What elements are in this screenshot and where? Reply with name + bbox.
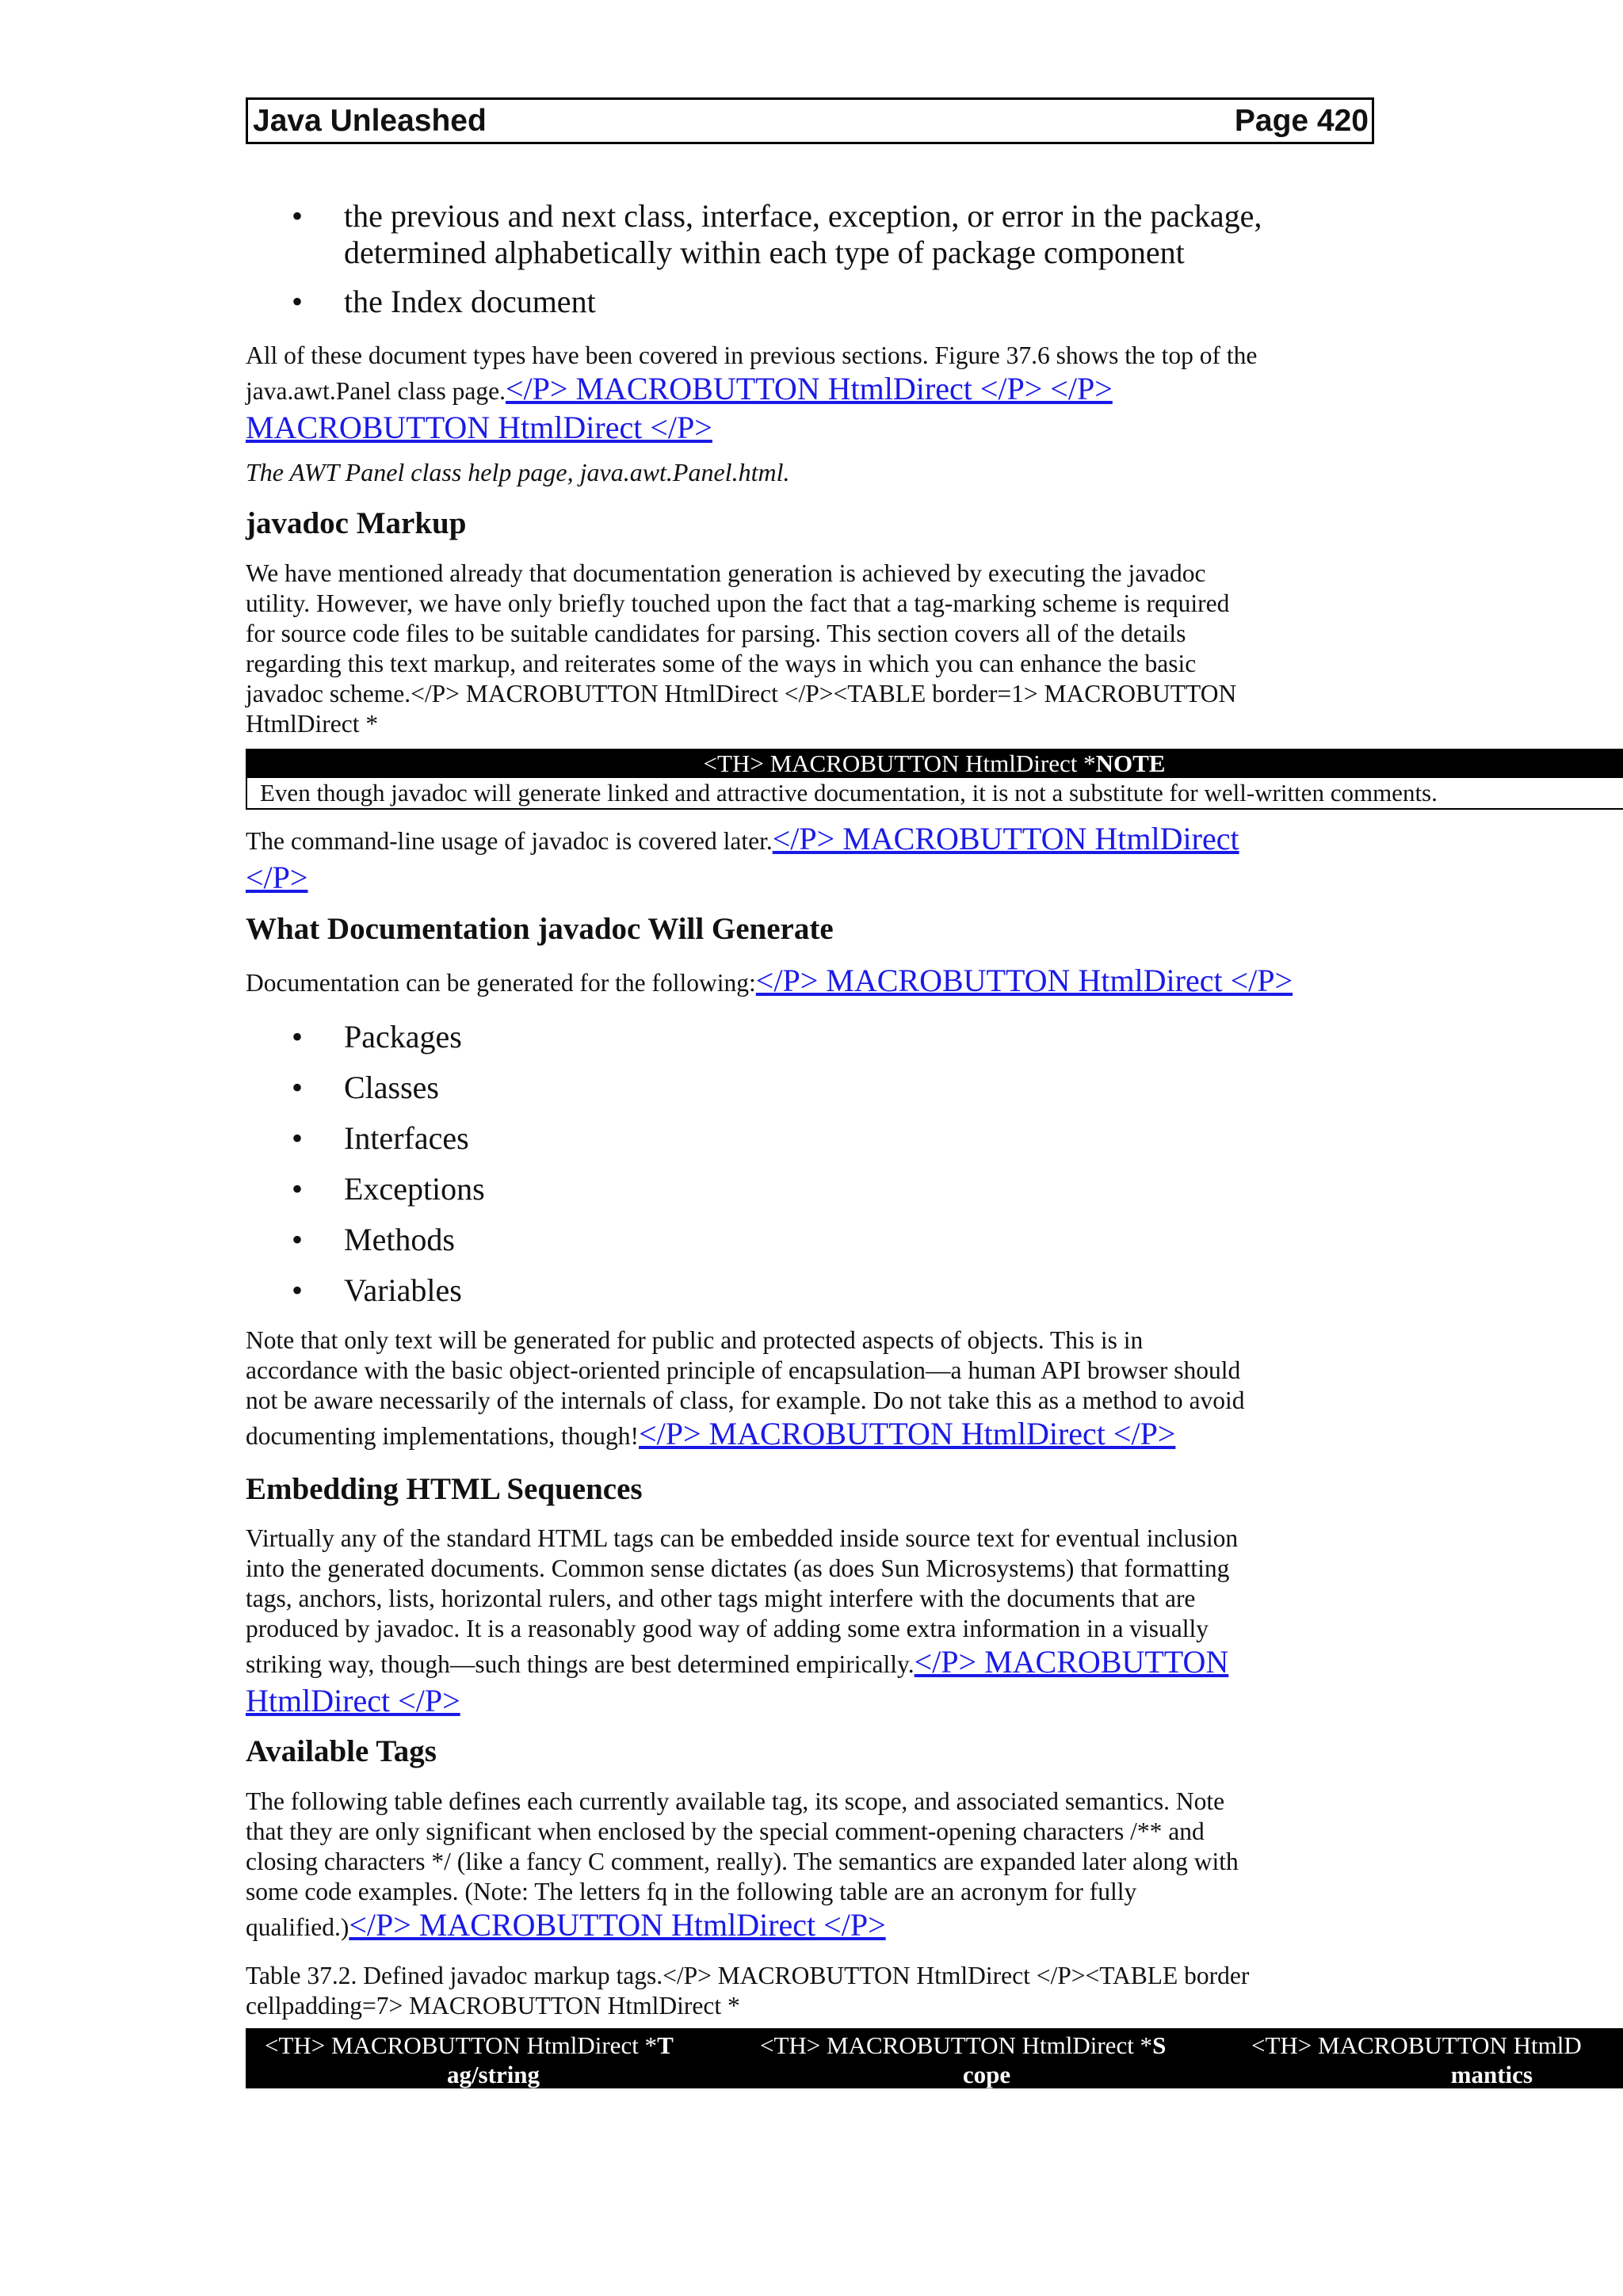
text-line: We have mentioned already that documentation generation is achieved by executing the javadoc [246,559,1206,587]
macrobutton-link[interactable]: </P> MACROBUTTON HtmlDirect </P> </P> [506,371,1113,406]
intro-bullet-list [246,198,1262,320]
text-line: tags, anchors, lists, horizontal rulers, and other tags might interfere with the documents that are [246,1585,1196,1612]
text-line: Virtually any of the standard HTML tags can be embedded inside source text for eventual inclusion [246,1524,1239,1552]
macrobutton-link[interactable]: </P> MACROBUTTON HtmlDirect [772,821,1239,856]
section-heading-javadoc-markup: javadoc Markup [246,506,467,540]
text-line: striking way, though—such things are best determined empirically. [246,1650,915,1678]
text-line: into the generated documents. Common sense dictates (as does Sun Microsystems) that formatting [246,1554,1230,1582]
section-heading-what-generate: What Documentation javadoc Will Generate [246,912,834,946]
macrobutton-link[interactable]: HtmlDirect </P> [246,1683,460,1718]
paragraph-javadoc-markup [246,559,1374,739]
page-number: Page 420 [1234,104,1369,138]
list-item: • Classes [246,1070,485,1106]
note-header-text: <TH> MACROBUTTON HtmlDirect * [703,749,1096,777]
column-header-line2: ag/string [446,2061,540,2088]
paragraph-encapsulation [246,1325,1374,1455]
paragraph-available-tags [246,1787,1374,1946]
text-line: produced by javadoc. It is a reasonably good way of adding some extra information in a visually [246,1615,1209,1642]
macrobutton-link[interactable]: </P> MACROBUTTON HtmlDirect </P> [755,963,1293,998]
paragraph-cmdline [246,821,1374,898]
text-line: Documentation can be generated for the following: [246,969,756,997]
page-header [246,97,1374,144]
column-header-text: <TH> MACROBUTTON HtmlD [1251,2031,1582,2059]
list-item: • Methods [246,1222,485,1258]
text-line: The command-line usage of javadoc is covered later. [246,827,773,855]
column-header-line2: mantics [1450,2061,1533,2088]
generate-item-list [246,1019,485,1309]
text-line: accordance with the basic object-oriented principle of encapsulation—a human API browser should [246,1356,1241,1384]
text-line: Table 37.2. Defined javadoc markup tags.</P> MACROBUTTON HtmlDirect </P><TABLE border [246,1962,1250,1989]
note-table-header [246,749,1623,778]
macrobutton-link[interactable]: </P> MACROBUTTON [914,1644,1229,1680]
macrobutton-link[interactable]: </P> MACROBUTTON HtmlDirect </P> [639,1416,1176,1451]
book-title: Java Unleashed [253,104,487,138]
list-item: • Exceptions [246,1171,485,1207]
column-header-semantics [1232,2028,1623,2088]
text-line: for source code files to be suitable candidates for parsing. This section covers all of the details [246,620,1186,647]
text-line: documenting implementations, though! [246,1422,640,1450]
paragraph-embedding-html [246,1524,1374,1722]
column-header-bold: T [657,2031,674,2059]
list-item: • Interfaces [246,1120,485,1157]
text-line: that they are only significant when enclosed by the special comment-opening characters /** and [246,1817,1205,1845]
text-line: closing characters */ (like a fancy C comment, really). The semantics are expanded later along with [246,1848,1239,1875]
figure-caption: The AWT Panel class help page, java.awt.Panel.html. [246,458,790,486]
column-header-bold: S [1152,2031,1167,2059]
table-caption [246,1961,1374,2021]
text-line: javadoc scheme.</P> MACROBUTTON HtmlDirect </P><TABLE border=1> MACROBUTTON [246,680,1237,707]
macrobutton-link[interactable]: MACROBUTTON HtmlDirect </P> [246,410,712,445]
list-item [246,198,1262,271]
list-item: • Packages [246,1019,485,1055]
text-line: Note that only text will be generated for public and protected aspects of objects. This is in [246,1326,1144,1354]
macrobutton-link[interactable]: </P> MACROBUTTON HtmlDirect </P> [349,1907,886,1943]
list-item: • Variables [246,1272,485,1309]
note-table-body: Even though javadoc will generate linked and attractive documentation, it is not a substitute for well-written comments. [246,778,1623,810]
column-header-scope [741,2028,1232,2088]
text-line: not be aware necessarily of the internals of class, for example. Do not take this as a method to avoid [246,1386,1245,1414]
text-line: qualified.) [246,1913,349,1941]
paragraph-doc-types [246,341,1374,448]
text-line: HtmlDirect * [246,710,379,738]
section-heading-embedding-html: Embedding HTML Sequences [246,1472,643,1506]
text-line: utility. However, we have only briefly touched upon the fact that a tag-marking scheme is required [246,589,1230,617]
text-line: The following table defines each currently available tag, its scope, and associated semantics. Note [246,1787,1225,1815]
text-line: some code examples. (Note: The letters fq in the following table are an acronym for fully [246,1878,1137,1905]
text-line: All of these document types have been covered in previous sections. Figure 37.6 shows the top of the [246,341,1258,369]
bullet-line-2: determined alphabetically within each type of package component [344,235,1185,270]
text-line: cellpadding=7> MACROBUTTON HtmlDirect * [246,1992,740,2019]
column-header-text: <TH> MACROBUTTON HtmlDirect * [265,2031,658,2059]
text-line: regarding this text markup, and reiterates some of the ways in which you can enhance the basic [246,650,1197,677]
column-header-text: <TH> MACROBUTTON HtmlDirect * [760,2031,1153,2059]
note-header-label: NOTE [1095,749,1166,777]
tags-table-header [246,2028,1623,2088]
text-line: java.awt.Panel class page. [246,377,506,405]
column-header-line2: cope [962,2061,1011,2088]
column-header-tag-string [246,2028,741,2088]
section-heading-available-tags: Available Tags [246,1734,437,1768]
macrobutton-link[interactable]: </P> [246,860,308,895]
bullet-line-1: the previous and next class, interface, exception, or error in the package, [344,198,1262,234]
list-item [246,284,1262,320]
paragraph-generate-intro [246,963,1374,1001]
bullet-line-1: the Index document [344,284,596,319]
